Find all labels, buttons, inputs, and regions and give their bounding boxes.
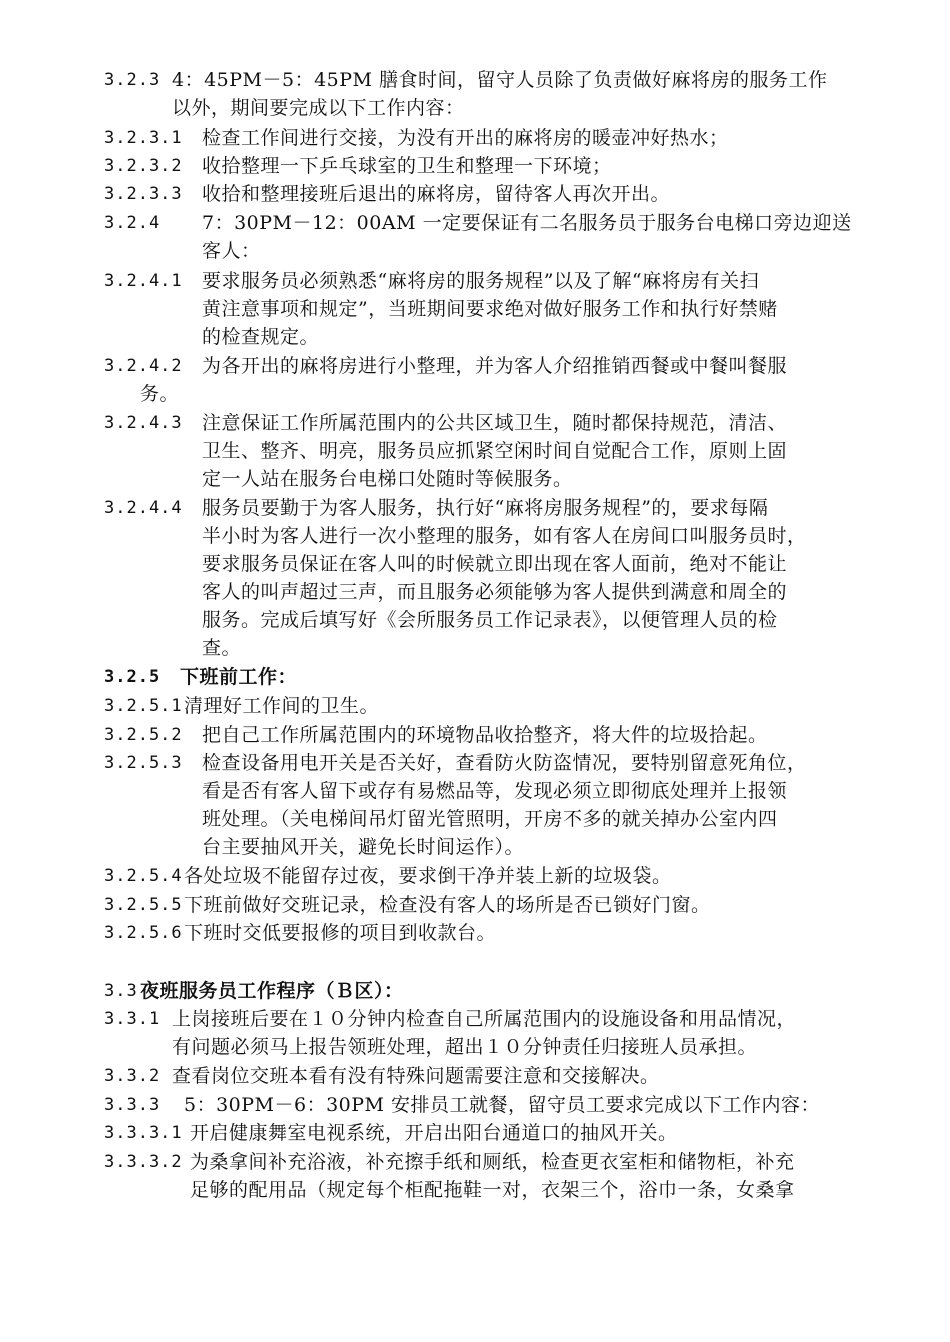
line-text: 有问题必须马上报告领班处理，超出１０分钟责任归接班人员承担。 — [172, 1036, 758, 1058]
section-number: 3.2.4 — [104, 213, 161, 233]
line-text: 清理好工作间的卫生。 — [184, 695, 380, 717]
line-text: 卫生、整齐、明亮，服务员应抓紧空闲时间自觉配合工作，原则上固 — [202, 440, 788, 462]
section-number: 3.2.5.3 — [104, 753, 183, 773]
section-number: 3.3.3.2 — [104, 1152, 183, 1172]
section-number: 3.2.5 — [104, 667, 161, 687]
section-number: 3.2.4.4 — [104, 498, 183, 518]
line-text: 下班前做好交班记录，检查没有客人的场所是否已锁好门窗。 — [184, 894, 711, 916]
section-number: 3.3.2 — [104, 1066, 161, 1086]
section-number: 3.2.3.1 — [104, 128, 183, 148]
line-text: 把自己工作所属范围内的环境物品收拾整齐，将大件的垃圾拾起。 — [202, 724, 768, 746]
line-text: 各处垃圾不能留存过夜，要求倒干净并装上新的垃圾袋。 — [184, 865, 672, 887]
line-text: 定一人站在服务台电梯口处随时等候服务。 — [202, 468, 573, 490]
line-text: 检查设备用电开关是否关好，查看防火防盗情况，要特别留意死角位， — [202, 752, 807, 774]
line-text: 检查工作间进行交接，为没有开出的麻将房的暖壶冲好热水； — [202, 127, 729, 149]
section-number: 3.2.5.5 — [104, 895, 183, 915]
line-text: 收拾和整理接班后退出的麻将房，留待客人再次开出。 — [202, 183, 671, 205]
line-text: 服务员要勤于为客人服务，执行好“麻将房服务规程”的，要求每隔 — [202, 497, 769, 519]
line-text: 查。 — [202, 637, 242, 659]
section-number: 3.3.3.1 — [104, 1123, 183, 1143]
line-text: 服务。完成后填写好《会所服务员工作记录表》，以便管理人员的检 — [202, 609, 778, 631]
line-text: 要求服务员必须熟悉“麻将房的服务规程”以及了解“麻将房有关扫 — [202, 270, 760, 292]
section-number: 3.3 — [104, 981, 138, 1001]
section-number: 3.2.4.2 — [104, 356, 183, 376]
line-text: 半小时为客人进行一次小整理的服务，如有客人在房间口叫服务员时， — [202, 525, 807, 547]
section-number: 3.2.5.2 — [104, 725, 183, 745]
line-text: 为各开出的麻将房进行小整理，并为客人介绍推销西餐或中餐叫餐服 — [202, 355, 788, 377]
section-number: 3.2.3 — [104, 70, 161, 90]
line-text: 足够的配用品（规定每个柜配拖鞋一对，衣架三个，浴巾一条，女桑拿 — [190, 1179, 795, 1201]
section-number: 3.3.1 — [104, 1009, 161, 1029]
line-text: 上岗接班后要在１０分钟内检查自己所属范围内的设施设备和用品情况， — [172, 1008, 797, 1030]
line-text: 务。 — [140, 383, 180, 405]
line-text: 4：45PM－5：45PM 膳食时间，留守人员除了负责做好麻将房的服务工作 — [172, 69, 828, 91]
section-number: 3.2.5.4 — [104, 866, 183, 886]
line-text: 的检查规定。 — [202, 326, 320, 348]
line-text: 下班时交低要报修的项目到收款台。 — [184, 922, 497, 944]
heading-text: 下班前工作： — [180, 666, 298, 688]
line-text: 7：30PM－12：00AM 一定要保证有二名服务员于服务台电梯口旁边迎送 — [202, 212, 852, 234]
section-number: 3.3.3 — [104, 1095, 161, 1115]
section-number: 3.2.3.3 — [104, 184, 183, 204]
section-number: 3.2.4.3 — [104, 413, 183, 433]
line-text: 客人的叫声超过三声，而且服务必须能够为客人提供到满意和周全的 — [202, 581, 788, 603]
section-number: 3.2.4.1 — [104, 271, 183, 291]
line-text: 收拾整理一下乒乓球室的卫生和整理一下环境； — [202, 155, 612, 177]
section-number: 3.2.5.6 — [104, 923, 183, 943]
line-text: 要求服务员保证在客人叫的时候就立即出现在客人面前，绝对不能让 — [202, 553, 788, 575]
line-text: 以外，期间要完成以下工作内容： — [172, 97, 465, 119]
line-text: 客人： — [202, 240, 261, 262]
section-number: 3.2.3.2 — [104, 156, 183, 176]
line-text: 开启健康舞室电视系统，开启出阳台通道口的抽风开关。 — [190, 1122, 678, 1144]
line-text: 看是否有客人留下或存有易燃品等，发现必须立即彻底处理并上报领 — [202, 780, 788, 802]
heading-text: 夜班服务员工作程序（Ｂ区）： — [140, 980, 404, 1002]
line-text: 台主要抽风开关，避免长时间运作）。 — [202, 836, 525, 858]
line-text: 黄注意事项和规定”，当班期间要求绝对做好服务工作和执行好禁赌 — [202, 298, 778, 320]
line-text: 班处理。（关电梯间吊灯留光管照明，开房不多的就关掉办公室内四 — [202, 808, 778, 830]
line-text: 5：30PM－6：30PM 安排员工就餐，留守员工要求完成以下工作内容： — [184, 1094, 821, 1116]
line-text: 注意保证工作所属范围内的公共区域卫生，随时都保持规范，清洁、 — [202, 412, 788, 434]
line-text: 查看岗位交班本看有没有特殊问题需要注意和交接解决。 — [172, 1065, 660, 1087]
line-text: 为桑拿间补充浴液，补充擦手纸和厕纸，检查更衣室柜和储物柜，补充 — [190, 1151, 795, 1173]
section-number: 3.2.5.1 — [104, 696, 183, 716]
